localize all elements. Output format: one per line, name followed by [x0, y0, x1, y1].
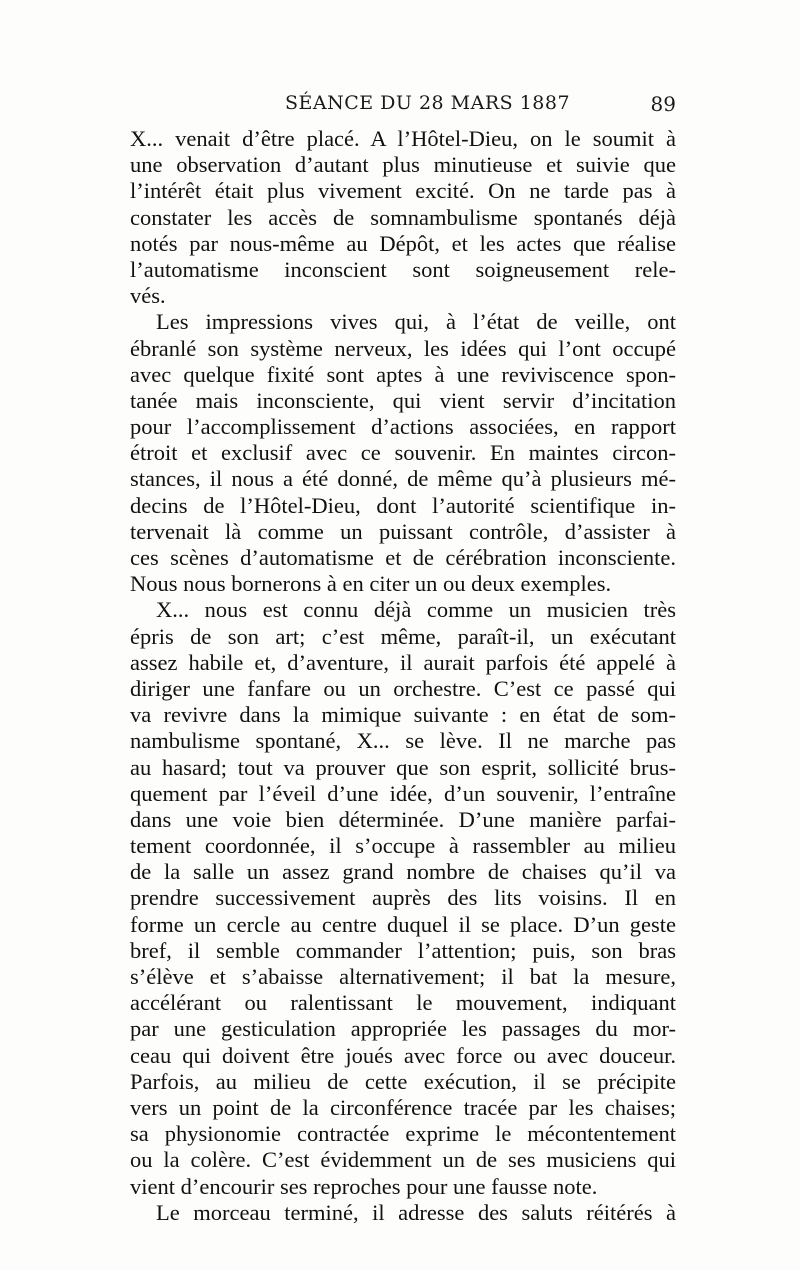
- text-line: ceau qui doivent être joués avec force ou avec douceur.: [130, 1042, 676, 1068]
- text-line: sa physionomie contractée exprime le mécontentement: [130, 1121, 676, 1147]
- page-number: 89: [650, 92, 676, 116]
- text-line: s’élève et s’abaisse alternativement; il bat la mesure,: [130, 964, 676, 989]
- text-line: va revivre dans la mimique suivante : en état de som-: [130, 702, 676, 728]
- text-line: bref, il semble commander l’attention; puis, son bras: [130, 937, 676, 963]
- text-line: au hasard; tout va prouver que son esprit, sollicité brus-: [130, 754, 676, 780]
- text-line: Nous nous bornerons à en citer un ou deux exemples.: [130, 571, 612, 597]
- text-line: X... nous est connu déjà comme un musicien très: [156, 597, 676, 623]
- text-line: ces scènes d’automatisme et de cérébration inconsciente.: [130, 545, 676, 570]
- text-line: pour l’accomplissement d’actions associées, en rapport: [130, 414, 676, 440]
- text-line: diriger une fanfare ou un orchestre. C’est ce passé qui: [130, 675, 676, 701]
- text-line: par une gesticulation appropriée les passages du mor-: [130, 1016, 676, 1042]
- text-line: tement coordonnée, il s’occupe à rassembler au milieu: [130, 833, 676, 859]
- text-line: tanée mais inconsciente, qui vient servir d’incitation: [130, 387, 676, 413]
- text-line: de la salle un assez grand nombre de chaises qu’il va: [130, 859, 676, 885]
- text-line: decins de l’Hôtel-Dieu, dont l’autorité scientifique in-: [130, 492, 676, 518]
- text-line: l’intérêt était plus vivement excité. On ne tarde pas à: [130, 178, 676, 204]
- text-line: l’automatisme inconscient sont soigneusement rele-: [130, 256, 676, 282]
- text-line: stances, il nous a été donné, de même qu’à plusieurs mé-: [130, 466, 676, 492]
- text-line: notés par nous-même au Dépôt, et les actes que réalise: [130, 230, 676, 256]
- running-title: SÉANCE DU 28 MARS 1887: [285, 92, 571, 114]
- text-line: prendre successivement auprès des lits voisins. Il en: [130, 885, 676, 911]
- text-line: dans une voie bien déterminée. D’une manière parfai-: [130, 806, 676, 832]
- text-line: assez habile et, d’aventure, il aurait parfois été appelé à: [130, 649, 676, 675]
- text-line: X... venait d’être placé. A l’Hôtel-Dieu, on le soumit à: [130, 126, 676, 151]
- text-line: une observation d’autant plus minutieuse et suivie que: [130, 152, 676, 178]
- text-line: Les impressions vives qui, à l’état de veille, ont: [156, 309, 676, 335]
- body-text: [130, 126, 676, 1226]
- text-line: Parfois, au milieu de cette exécution, il se précipite: [130, 1068, 676, 1094]
- text-line: ou la colère. C’est évidemment un de ses musiciens qui: [130, 1147, 676, 1173]
- text-line: ébranlé son système nerveux, les idées qui l’ont occupé: [130, 335, 676, 361]
- text-line: étroit et exclusif avec ce souvenir. En maintes circon-: [130, 440, 676, 466]
- text-line: épris de son art; c’est même, paraît-il, un exécutant: [130, 623, 676, 649]
- text-line: vient d’encourir ses reproches pour une fausse note.: [130, 1173, 598, 1199]
- text-line: vés.: [130, 283, 166, 309]
- text-line: Le morceau terminé, il adresse des saluts réitérés à: [156, 1199, 676, 1225]
- text-line: constater les accès de somnambulisme spontanés déjà: [130, 204, 676, 230]
- text-line: accélérant ou ralentissant le mouvement, indiquant: [130, 990, 676, 1016]
- text-line: tervenait là comme un puissant contrôle, d’assister à: [130, 518, 676, 544]
- text-line: quement par l’éveil d’une idée, d’un souvenir, l’entraîne: [130, 780, 676, 806]
- text-line: vers un point de la circonférence tracée par les chaises;: [130, 1094, 676, 1120]
- text-line: forme un cercle au centre duquel il se place. D’un geste: [130, 911, 676, 937]
- page-header: [130, 92, 676, 118]
- text-line: nambulisme spontané, X... se lève. Il ne marche pas: [130, 728, 676, 754]
- text-line: avec quelque fixité sont aptes à une reviviscence spon-: [130, 361, 676, 387]
